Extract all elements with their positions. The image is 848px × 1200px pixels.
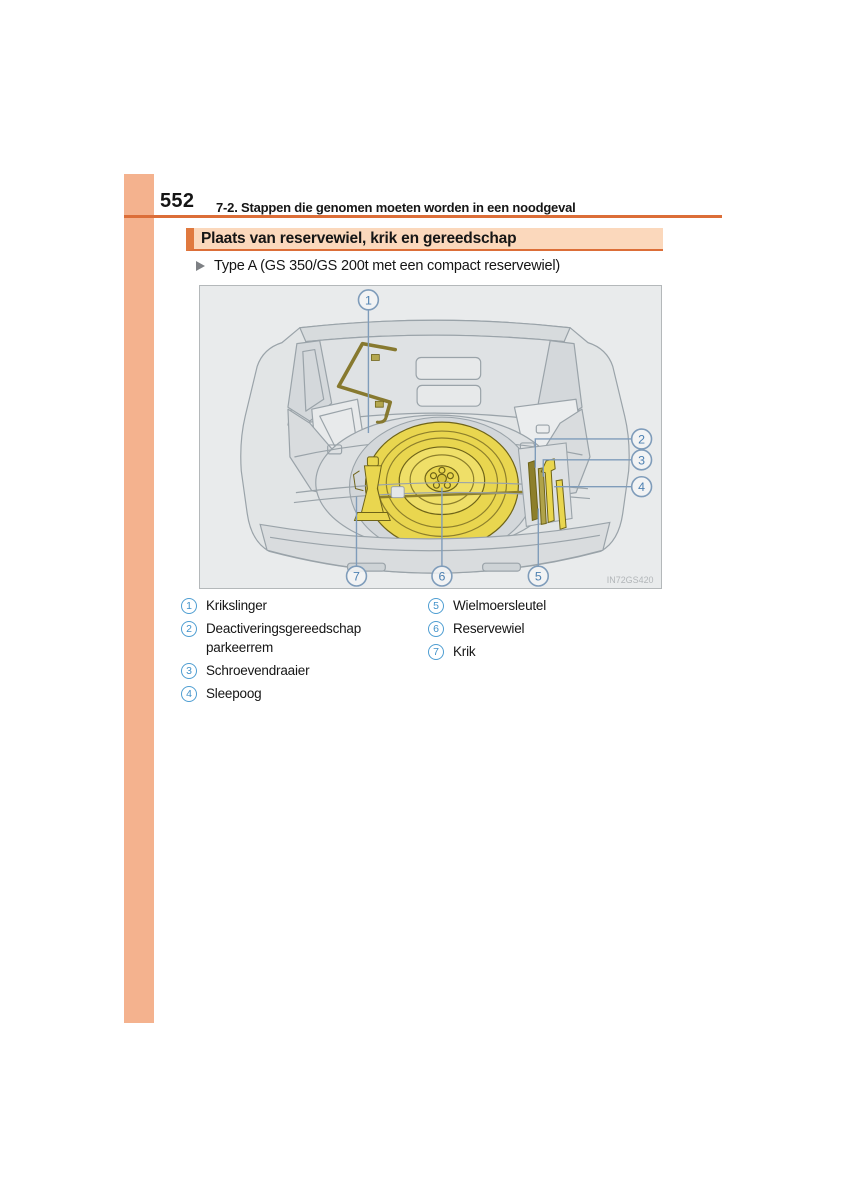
callout-2: 2 <box>638 432 646 447</box>
legend-label: Krikslinger <box>206 598 267 613</box>
page-number: 552 <box>160 190 195 212</box>
legend-number-badge: 2 <box>181 621 197 637</box>
callout-4: 4 <box>638 480 646 495</box>
legend-label: Wielmoersleutel <box>453 598 547 613</box>
variant-label: Type A (GS 350/GS 200t met een compact reservewiel) <box>214 258 561 274</box>
trunk-diagram <box>200 286 661 588</box>
section-title: Plaats van reservewiel, krik en gereedschap <box>201 229 517 247</box>
legend-label: Deactiveringsgereedschap parkeerrem <box>206 621 362 655</box>
legend-number-badge: 3 <box>181 663 197 679</box>
legend-item-7 <box>428 643 648 662</box>
header-rule <box>124 215 722 218</box>
legend-item-6 <box>428 620 648 639</box>
variant-row <box>196 258 560 274</box>
legend-item-5 <box>428 597 648 616</box>
callout-5: 5 <box>534 569 542 584</box>
legend-label: Reservewiel <box>453 621 525 636</box>
section-banner <box>186 228 663 251</box>
legend-item-2 <box>181 620 431 657</box>
legend-number-badge: 6 <box>428 621 444 637</box>
legend-label: Schroevendraaier <box>206 662 310 678</box>
callout-1: 1 <box>364 293 372 308</box>
trunk-figure-box <box>199 285 662 589</box>
callout-7: 7 <box>353 569 360 584</box>
legend-number-badge: 5 <box>428 598 444 614</box>
triangle-bullet-icon <box>196 261 205 271</box>
figure-code: IN72GS420 <box>606 575 654 586</box>
callout-3: 3 <box>638 453 646 468</box>
legend-label: Krik <box>453 644 476 659</box>
legend-item-3 <box>181 662 431 681</box>
chapter-header: 7-2. Stappen die genomen moeten worden in een noodgeval <box>216 200 576 215</box>
legend-number-badge: 1 <box>181 598 197 614</box>
legend-item-4 <box>181 685 431 704</box>
legend-item-1 <box>181 597 431 616</box>
legend-number-badge: 7 <box>428 644 444 660</box>
left-accent-bar <box>124 174 154 1023</box>
legend-right-column <box>428 597 648 666</box>
legend-left-column <box>181 597 431 708</box>
legend-number-badge: 4 <box>181 686 197 702</box>
legend-label: Sleepoog <box>206 685 262 701</box>
callout-6: 6 <box>438 569 446 584</box>
